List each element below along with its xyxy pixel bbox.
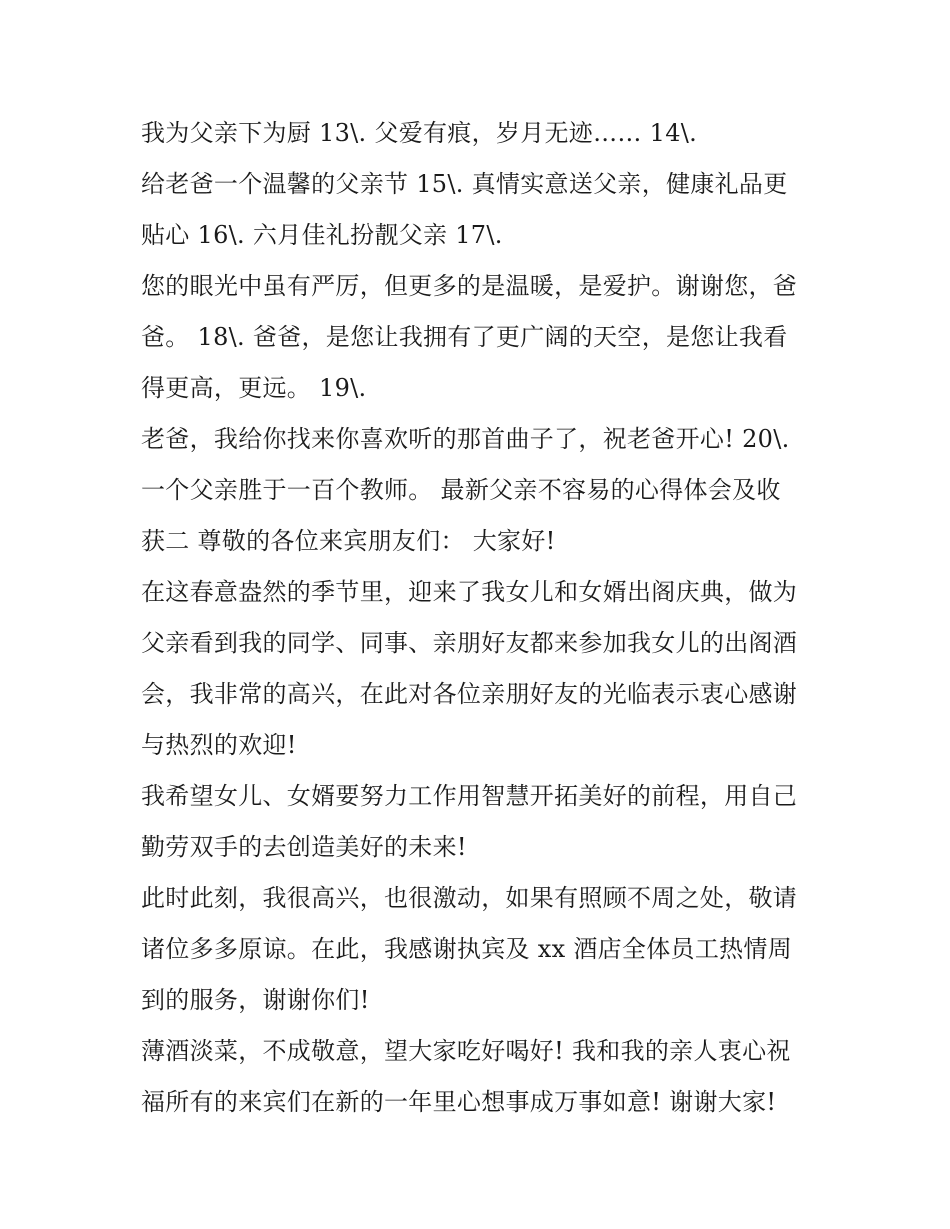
text-line: 在这春意盎然的季节里，迎来了我女儿和女婿出阁庆典，做为 <box>141 578 798 606</box>
document-body <box>141 108 821 1128</box>
text-line: 父亲看到我的同学、同事、亲朋好友都来参加我女儿的出阁酒 <box>141 629 798 657</box>
text-line: 此时此刻，我很高兴，也很激动，如果有照顾不周之处，敬请 <box>141 884 798 912</box>
text-line: 您的眼光中虽有严厉，但更多的是温暖，是爱护。谢谢您，爸 <box>141 272 798 300</box>
text-line: 老爸，我给你找来你喜欢听的那首曲子了，祝老爸开心! 20\. <box>141 425 790 453</box>
text-line: 一个父亲胜于一百个教师。 最新父亲不容易的心得体会及收 <box>141 476 781 504</box>
text-line: 给老爸一个温馨的父亲节 15\. 真情实意送父亲，健康礼品更 <box>141 170 788 198</box>
text-line: 诸位多多原谅。在此，我感谢执宾及 xx 酒店全体员工热情周 <box>141 935 793 963</box>
text-line: 与热烈的欢迎! <box>141 731 297 759</box>
text-line: 我为父亲下为厨 13\. 父爱有痕，岁月无迹…… 14\. <box>141 119 698 147</box>
text-line: 福所有的来宾们在新的一年里心想事成万事如意! 谢谢大家! <box>141 1088 777 1116</box>
text-line: 得更高，更远。 19\. <box>141 374 367 402</box>
text-line: 会，我非常的高兴，在此对各位亲朋好友的光临表示衷心感谢 <box>141 680 798 708</box>
text-line: 我希望女儿、女婿要努力工作用智慧开拓美好的前程，用自己 <box>141 782 798 810</box>
text-line: 勤劳双手的去创造美好的未来! <box>141 833 467 861</box>
text-line: 获二 尊敬的各位来宾朋友们： 大家好! <box>141 527 556 555</box>
text-line: 爸。 18\. 爸爸，是您让我拥有了更广阔的天空，是您让我看 <box>141 323 788 351</box>
text-line: 贴心 16\. 六月佳礼扮靓父亲 17\. <box>141 221 503 249</box>
text-line: 到的服务，谢谢你们! <box>141 986 370 1014</box>
text-line: 薄酒淡菜，不成敬意，望大家吃好喝好! 我和我的亲人衷心祝 <box>141 1037 791 1065</box>
